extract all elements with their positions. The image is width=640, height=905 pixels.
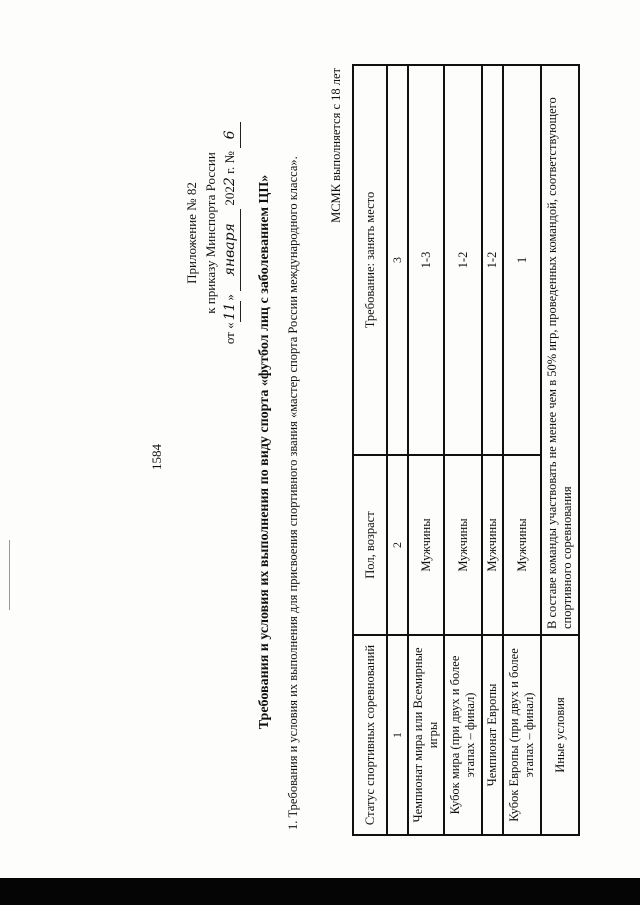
intro-paragraph: 1. Требования и условия их выполнения для присвоения спортивного звания «мастер спорта России международного класса». (286, 156, 300, 830)
document-title: Требования и условия их выполнения по виду спорта «футбол лиц с заболеванием ЦП» (257, 174, 272, 730)
rotated-document (145, 68, 574, 858)
column-number: 1 (387, 635, 408, 835)
row-status: Чемпионат мира или Всемирные игры (408, 635, 444, 835)
appendix-date-line (220, 68, 241, 398)
row-place: 1 (503, 65, 541, 455)
age-note: МСМК выполняется с 18 лет (329, 68, 343, 223)
date-prefix: от « (222, 322, 237, 345)
order-number-prefix: г. № (222, 151, 237, 174)
row-gender: Мужчины (444, 455, 482, 635)
date-year-prefix: 202 (222, 186, 237, 206)
requirements-table (352, 64, 580, 836)
table-row-other-conditions (541, 65, 579, 835)
header-gender: Пол, возраст (353, 455, 387, 635)
date-mid: » (222, 294, 237, 301)
order-number-handwritten: 6 (221, 122, 241, 148)
row-place: 1-2 (444, 65, 482, 455)
other-conditions-label: Иные условия (541, 635, 579, 835)
row-status: Кубок Европы (при двух и более этапах – финал) (503, 635, 541, 835)
row-gender: Мужчины (482, 455, 503, 635)
scan-bottom-border (0, 878, 640, 905)
page-number: 1584 (149, 444, 164, 470)
row-place: 1-2 (482, 65, 503, 455)
appendix-order-ref: к приказу Минспорта России (203, 152, 218, 314)
appendix-header (182, 68, 241, 398)
date-month-handwritten: января (221, 209, 241, 291)
header-requirement: Требование: занять место (353, 65, 387, 455)
row-status: Чемпионат Европы (482, 635, 503, 835)
table-header-row (353, 65, 387, 835)
scan-edge-mark (9, 540, 10, 610)
row-gender: Мужчины (503, 455, 541, 635)
table-row (482, 65, 503, 835)
table-column-numbers (387, 65, 408, 835)
table-row (444, 65, 482, 835)
date-day-handwritten: 11 (221, 301, 241, 323)
row-gender: Мужчины (408, 455, 444, 635)
table-row (503, 65, 541, 835)
column-number: 2 (387, 455, 408, 635)
header-status: Статус спортивных соревнований (353, 635, 387, 835)
row-place: 1-3 (408, 65, 444, 455)
column-number: 3 (387, 65, 408, 455)
date-year-digit-handwritten: 2 (222, 177, 238, 187)
appendix-number: Приложение № 82 (184, 182, 199, 284)
row-status: Кубок мира (при двух и более этапах – финал) (444, 635, 482, 835)
other-conditions-text: В составе команды участвовать не менее чем в 50% игр, проведенных командой, соответствующего спортивного соревнования (541, 65, 579, 635)
table-row (408, 65, 444, 835)
